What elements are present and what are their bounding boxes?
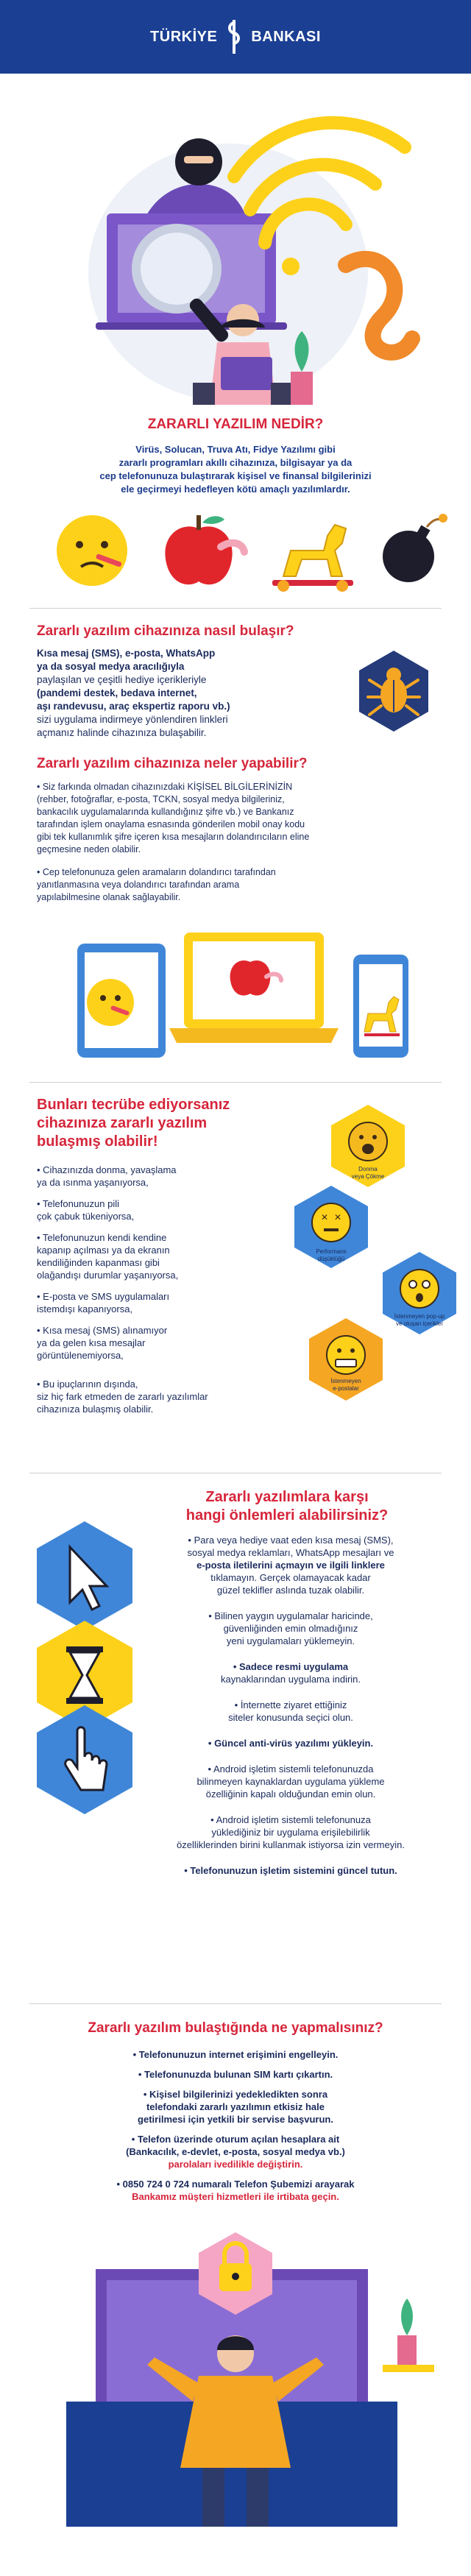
tablet-icon — [77, 944, 166, 1058]
how-spread-line: ya da sosyal medya aracılığıyla — [37, 661, 185, 672]
after-item — [0, 2133, 471, 2170]
trojan-horse-icon — [272, 525, 353, 592]
hex-label: ve oluşan içerikler — [395, 1320, 444, 1327]
after-line: getirilmesi için yetkili bir servise başvurun. — [138, 2114, 333, 2125]
what-it-does-title: Zararlı yazılım cihazınıza neler yapabilir? — [37, 756, 308, 771]
p2-line: yanıtlanmasına veya dolandırıcı tarafından arama — [37, 880, 240, 890]
how-spread-body — [37, 647, 230, 740]
prevention-item — [140, 1660, 442, 1685]
hex-label: e-postalar — [333, 1385, 359, 1392]
symptom-line: • Bu ipuçlarının dışında, — [37, 1379, 138, 1390]
prevention-item — [140, 1814, 442, 1851]
prevention-line: e-posta iletilerini açmayın ve ilgili linklere — [196, 1560, 385, 1571]
how-spread-line: Kısa mesaj (SMS), e-posta, WhatsApp — [37, 648, 216, 659]
screaming-emoji-hex-icon — [331, 1105, 405, 1187]
prevention-line: • Para veya hediye vaat eden kısa mesaj (SMS), — [188, 1535, 394, 1546]
symptoms-section — [0, 1083, 471, 1473]
what-it-does-p2 — [37, 866, 434, 904]
phone-horse-icon — [353, 955, 408, 1058]
after-line: • Telefon üzerinde oturum açılan hesaplara ait — [131, 2134, 340, 2145]
how-spread-line: sizi uygulama indirmeye yönlendiren linkleri — [37, 714, 228, 725]
shocked-emoji-hex-icon — [383, 1252, 456, 1334]
intro-line: zararlı programları akıllı cihazınıza, bilgisayar ya da — [118, 457, 353, 468]
symptom-line: • E-posta ve SMS uygulamaları — [37, 1291, 170, 1302]
prevention-line: tıklamayın. Gerçek olamayacak kadar — [210, 1572, 371, 1583]
prevention-item — [140, 1737, 442, 1749]
prevention-line: • Bilinen yaygın uygulamalar haricinde, — [208, 1610, 373, 1621]
intro-line: cep telefonunuza bulaştırarak kişisel ve finansal bilgilerinizi — [99, 470, 372, 481]
prevention-line: kaynaklarından uygulama indirin. — [220, 1674, 361, 1685]
p1-line: • Siz farkında olmadan cihazınızdaki KİŞİSEL BİLGİLERİNİZİN — [37, 782, 293, 792]
symptom-item — [37, 1231, 258, 1281]
intro-line: ele geçirmeyi hedefleyen kötü amaçlı yazılımlardır. — [121, 484, 350, 495]
prevention-list — [140, 1534, 442, 1877]
prevention-line: • Güncel anti-virüs yazılımı yükleyin. — [208, 1738, 374, 1749]
prevention-line: güzel teklifler aslında tuzak olabilir. — [216, 1585, 365, 1596]
brand-left: TÜRKİYE — [150, 28, 218, 45]
svg-text:✕: ✕ — [320, 1212, 329, 1222]
footer-illustration — [0, 2218, 471, 2527]
after-item — [0, 2048, 471, 2061]
symptom-item — [37, 1378, 258, 1415]
hex-label: Donma — [358, 1166, 378, 1172]
p1-line: bankacılık uygulamalarında kullandığınız şifre vb.) ve Bankanız — [37, 807, 294, 817]
after-line: telefondaki zararlı yazılımın etkisiz hale — [146, 2101, 325, 2112]
after-infection-section — [0, 2004, 471, 2203]
symptom-hexagons — [294, 1097, 471, 1458]
prevention-item — [140, 1864, 442, 1877]
after-line: • Telefonunuzun internet erişimini engelleyin. — [132, 2049, 339, 2060]
what-it-does-p1 — [37, 781, 434, 856]
how-spread-line: (pandemi destek, bedava internet, — [37, 687, 197, 698]
p1-line: geçmesine neden olabilir. — [37, 844, 141, 854]
symptom-line: kapanıp açılması ya da ekranın — [37, 1245, 170, 1256]
hex-label: düşüklüğü — [317, 1256, 345, 1262]
hex-label: veya Çökme — [351, 1173, 385, 1180]
prevention-line: özelliğinin kapalı olduğundan emin olun. — [205, 1788, 376, 1800]
what-it-does-section — [0, 740, 471, 904]
prevention-line: • Sadece resmi uygulama — [233, 1661, 349, 1672]
after-line: • Kişisel bilgilerinizi yedekledikten sonra — [143, 2089, 328, 2100]
intro-section — [0, 412, 471, 496]
p2-line: yapılabilmesine olanak sağlayabilir. — [37, 892, 181, 902]
after-infection-title: Zararlı yazılım bulaştığında ne yapmalısınız? — [88, 2020, 383, 2036]
symptoms-title-line: cihazınıza zararlı yazılım — [37, 1115, 208, 1131]
prevention-line: yeni uygulamaları yüklemeyin. — [226, 1635, 355, 1646]
prevention-item — [140, 1610, 442, 1647]
after-line: (Bankacılık, e-devlet, e-posta, sosyal medya vb.) — [126, 2146, 345, 2157]
how-spread-line: paylaşılan ve çeşitli hediye içerikleriyle — [37, 674, 207, 685]
symptom-line: • Cihazınızda donma, yavaşlama — [37, 1164, 177, 1175]
how-spread-line: aşı randevusu, araç ekspertiz raporu vb.) — [37, 701, 230, 712]
prevention-title-line: hangi önlemleri alabilirsiniz? — [185, 1507, 389, 1524]
symptom-line: kendiliğinden kapanması gibi — [37, 1257, 160, 1268]
sick-emoji-icon — [57, 515, 127, 586]
dizzy-emoji-hex-icon — [294, 1186, 368, 1268]
symptoms-list — [37, 1164, 258, 1415]
how-spread-title: Zararlı yazılım cihazınıza nasıl bulaşır? — [37, 623, 294, 639]
after-item — [0, 2088, 471, 2126]
brand-right: BANKASI — [251, 28, 321, 45]
prevention-line: bilinmeyen kaynaklardan uygulama yükleme — [196, 1776, 385, 1787]
symptoms-title-line: bulaşmış olabilir! — [37, 1133, 158, 1150]
symptom-line: • Telefonunuzun pili — [37, 1198, 120, 1209]
bomb-icon — [383, 514, 447, 582]
symptom-line: görüntülenemiyorsa, — [37, 1350, 124, 1361]
symptoms-title — [37, 1096, 230, 1151]
symptom-line: olağandışı durumlar yaşanıyorsa, — [37, 1270, 179, 1281]
isbank-logo-icon — [224, 20, 244, 54]
symptom-item — [37, 1197, 258, 1222]
apple-worm-icon — [165, 515, 244, 584]
hex-label: Performans — [316, 1248, 347, 1255]
p2-line: • Cep telefonunuza gelen aramaların dolandırıcı tarafından — [37, 867, 276, 877]
prevention-item — [140, 1534, 442, 1596]
prevention-line: • Android işletim sistemli telefonunuzda — [208, 1763, 374, 1774]
how-spread-section — [0, 609, 471, 740]
laptop-apple-icon — [169, 933, 339, 1043]
after-item — [0, 2068, 471, 2081]
hex-label: İstenmeyen — [330, 1378, 361, 1384]
prevention-line: • Android işletim sistemli telefonunuza — [210, 1814, 371, 1825]
intro-body — [0, 443, 471, 496]
after-infection-list — [0, 2048, 471, 2203]
symptom-item — [37, 1164, 258, 1189]
after-item — [0, 2178, 471, 2203]
prevention-item — [140, 1699, 442, 1724]
symptom-line: cihazınıza bulaşmış olabilir. — [37, 1404, 154, 1415]
prevention-line: yüklediğiniz bir uygulama erişilebilirlik — [211, 1827, 370, 1838]
p1-line: tarafından işlem onaylama esnasında gönderilen mobil onay kodu — [37, 819, 305, 829]
how-spread-line: açmanız halinde cihazınıza bulaşabilir. — [37, 727, 207, 738]
prevention-line: • Telefonunuzun işletim sistemini güncel tutun. — [184, 1865, 397, 1876]
symptom-line: siz hiç fark etmeden de zararlı yazılımlar — [37, 1391, 208, 1402]
symptom-item — [37, 1324, 258, 1362]
symptom-line: çok çabuk tükeniyorsa, — [37, 1211, 135, 1222]
symptom-line: ya da gelen kısa mesajlar — [37, 1337, 146, 1348]
devices-illustration — [0, 921, 471, 1069]
p1-line: (rehber, fotoğraflar, e-posta, TCKN, sosyal medya bilgileriniz, — [37, 794, 285, 804]
prevention-title — [132, 1488, 442, 1525]
svg-text:✕: ✕ — [333, 1212, 342, 1222]
page-header — [0, 0, 471, 74]
prevention-title-line: Zararlı yazılımlara karşı — [205, 1489, 369, 1505]
symptom-line: • Kısa mesaj (SMS) alınamıyor — [37, 1325, 168, 1336]
intro-line: Virüs, Solucan, Truva Atı, Fidye Yazılımı gibi — [135, 444, 336, 455]
prevention-item — [140, 1763, 442, 1800]
cursor-arrow-hex-icon — [37, 1521, 132, 1630]
symptom-item — [37, 1290, 258, 1315]
malware-icons-row — [0, 506, 471, 595]
after-line: Bankamız müşteri hizmetleri ile irtibata geçin. — [132, 2191, 339, 2202]
desk-plant-icon — [383, 2299, 434, 2372]
symptom-line: ya da ısınma yaşanıyorsa, — [37, 1177, 149, 1188]
after-line: parolaları ivedilikle değiştirin. — [168, 2159, 303, 2170]
prevention-section — [0, 1473, 471, 2003]
intro-title: ZARARLI YAZILIM NEDİR? — [147, 417, 324, 432]
prevention-line: • İnternette ziyaret ettiğiniz — [234, 1699, 347, 1710]
symptom-line: • Telefonunuzun kendi kendine — [37, 1232, 167, 1243]
grimace-emoji-hex-icon — [309, 1318, 383, 1401]
hero-illustration — [0, 74, 471, 412]
hex-label: İstenmeyen pop-up — [394, 1313, 445, 1320]
prevention-line: güvenliğinden emin olmadığınız — [223, 1623, 358, 1634]
after-line: • 0850 724 0 724 numaralı Telefon Şubemizi arayarak — [116, 2179, 355, 2190]
after-line: • Telefonunuzda bulunan SIM kartı çıkartın. — [138, 2069, 333, 2080]
hand-pointer-hex-icon — [37, 1705, 132, 1814]
prevention-line: sosyal medya reklamları, WhatsApp mesajları ve — [187, 1547, 394, 1558]
bug-hexagon-icon — [353, 647, 434, 735]
prevention-icons — [29, 1518, 140, 1819]
prevention-line: özelliklerinden birini kullanmak istiyorsa izin vermeyin. — [177, 1839, 405, 1850]
prevention-line: siteler konusunda seçici olun. — [228, 1712, 353, 1723]
p1-line: gibi tek kullanımlık şifre içeren kısa mesajların dolandırıcıların eline — [37, 832, 310, 842]
symptom-line: istemdışı kapanıyorsa, — [37, 1303, 133, 1314]
symptoms-title-line: Bunları tecrübe ediyorsanız — [37, 1097, 230, 1113]
